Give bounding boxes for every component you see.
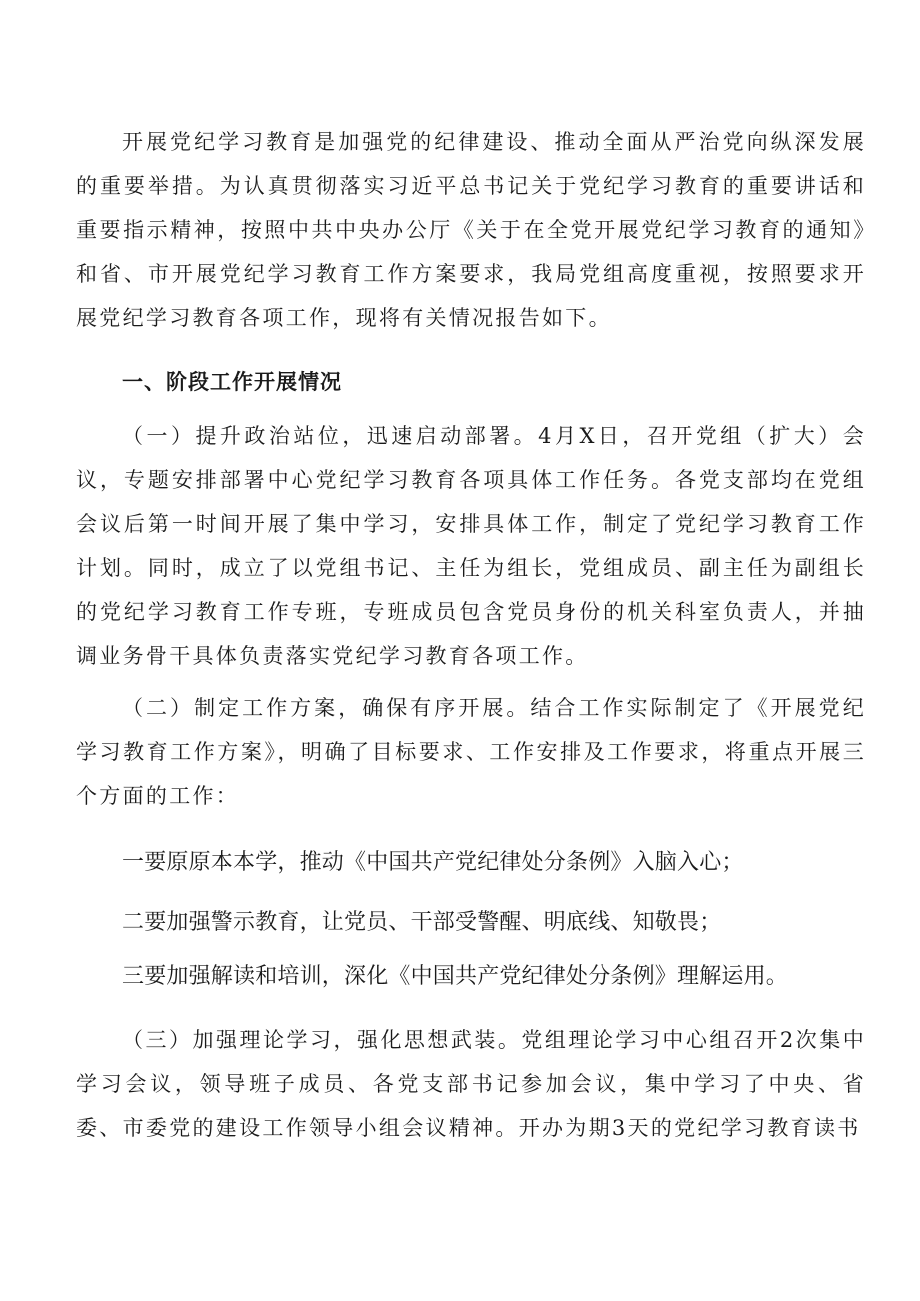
item-1-paragraph: （一）提升政治站位，迅速启动部署。4月X日，召开党组（扩大）会议，专题安排部署中心党纪学习教育各项具体工作任务。各党支部均在党组会议后第一时间开展了集中学习，安排具体工作，制定了党纪学习教育工作计划。同时，成立了以党组书记、主任为组长，党组成员、副主任为副组长的党纪学习教育工作专班，专班成员包含党员身份的机关科室负责人，并抽调业务骨干具体负责落实党纪学习教育各项工作。 bbox=[76, 424, 866, 668]
item-2-paragraph: （二）制定工作方案，确保有序开展。结合工作实际制定了《开展党纪学习教育工作方案》，明确了目标要求、工作安排及工作要求，将重点开展三个方面的工作： bbox=[76, 696, 866, 808]
list-item-1: 一要原原本本学，推动《中国共产党纪律处分条例》入脑入心； bbox=[122, 850, 744, 875]
list-item-3: 三要加强解读和培训，深化《中国共产党纪律处分条例》理解运用。 bbox=[122, 964, 789, 989]
section-heading: 一、阶段工作开展情况 bbox=[122, 370, 342, 394]
intro-paragraph: 开展党纪学习教育是加强党的纪律建设、推动全面从严治党向纵深发展的重要举措。为认真贯彻落实习近平总书记关于党纪学习教育的重要讲话和重要指示精神，按照中共中央办公厅《关于在全党开展党纪学习教育的通知》和省、市开展党纪学习教育工作方案要求，我局党组高度重视，按照要求开展党纪学习教育各项工作，现将有关情况报告如下。 bbox=[76, 130, 866, 330]
item-3-paragraph: （三）加强理论学习，强化思想武装。党组理论学习中心组召开2次集中学习会议，领导班子成员、各党支部书记参加会议，集中学习了中央、省委、市委党的建设工作领导小组会议精神。开办为期3天的党纪学习教育读书 bbox=[76, 1028, 866, 1140]
list-item-2: 二要加强警示教育，让党员、干部受警醒、明底线、知敬畏； bbox=[122, 910, 722, 935]
